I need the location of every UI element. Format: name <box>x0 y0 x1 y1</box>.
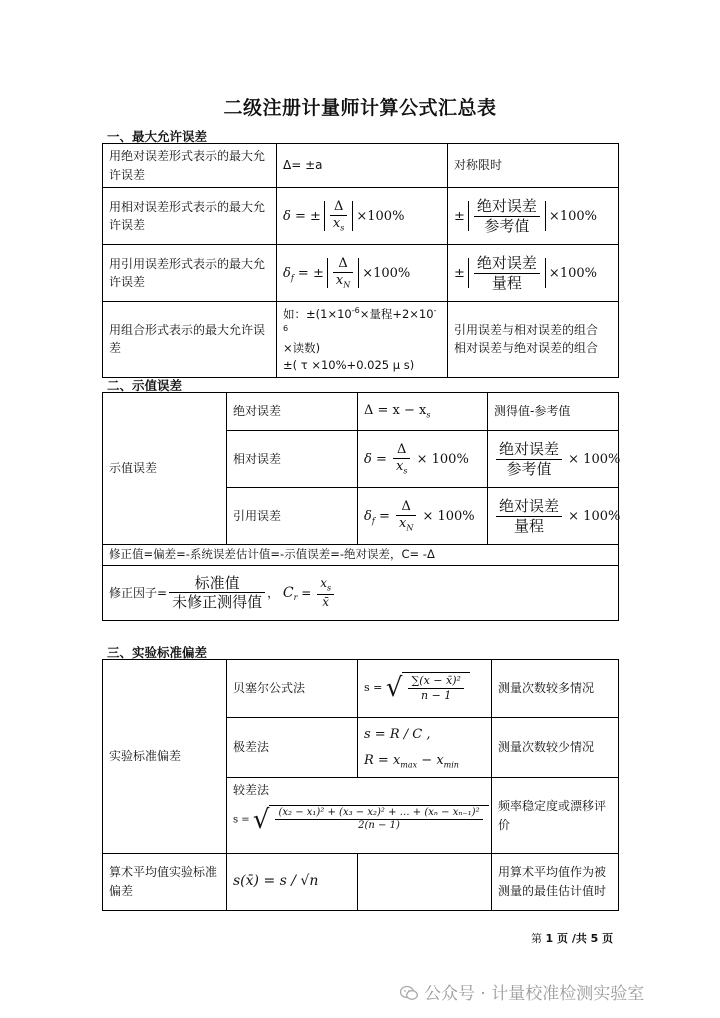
table-max-permissible-error <box>102 143 619 378</box>
group-label: 示值误差 <box>103 393 227 545</box>
correction-value-row: 修正值=偏差=-系统误差估计值=-示值误差=-绝对误差，C= -Δ <box>103 545 619 566</box>
table-row <box>103 302 619 377</box>
row-label: 用组合形式表示的最大允许误差 <box>103 302 277 377</box>
note: 用算术平均值作为被测量的最佳估计值时 <box>492 854 619 911</box>
note: 引用误差与相对误差的组合 相对误差与绝对误差的组合 <box>448 302 619 377</box>
table-row <box>103 565 619 620</box>
formula: $\delta_f$ = ± $\frac{\Delta}{x_N}$ ×100% <box>277 245 448 302</box>
section-heading-max-permissible-error: 一、最大允许误差 <box>107 129 208 144</box>
formula: s = √ $\frac{\text{∑(x − x̄)²}}{n - 1}$ <box>358 660 492 718</box>
formula: δ = ± $\frac{\Delta}{x_s}$ ×100% <box>277 188 448 245</box>
note: 测量次数较少情况 <box>492 718 619 778</box>
row-label: 引用误差 <box>227 488 358 545</box>
note: 对称限时 <box>448 144 619 188</box>
formula: δ = $\frac{\Delta}{x_s}$ × 100% <box>358 431 488 488</box>
table-row <box>103 660 619 718</box>
note-formula: $\frac{\text{绝对误差}}{\text{参考值}}$ × 100% <box>488 431 619 488</box>
table-row <box>103 854 619 911</box>
note: 测得值-参考值 <box>488 393 619 431</box>
table-row <box>103 393 619 431</box>
row-label: 极差法 <box>227 718 358 778</box>
row-label: 相对误差 <box>227 431 358 488</box>
table-experimental-std-dev <box>102 659 619 911</box>
row-label: 用引用误差形式表示的最大允许误差 <box>103 245 277 302</box>
table-row <box>103 188 619 245</box>
watermark: 公众号 · 计量校准检测实验室 <box>400 979 644 1004</box>
section-heading-indication-error: 二、示值误差 <box>107 378 183 393</box>
row-label: 绝对误差 <box>227 393 358 431</box>
table-row <box>103 545 619 566</box>
formula: s(x̄) = s / √n <box>227 854 358 911</box>
section-heading-experimental-std-dev: 三、实验标准偏差 <box>107 645 208 660</box>
table-row <box>103 245 619 302</box>
table-indication-error <box>102 392 619 621</box>
note-formula: ± $\frac{\text{绝对误差}}{\text{参考值}}$ ×100% <box>448 188 619 245</box>
group-label: 实验标准偏差 <box>103 660 227 854</box>
formula: $\Delta = x - x_s$ <box>358 393 488 431</box>
difference-method-cell: 较差法 s = √ $\frac{\text{(x₂ − x₁)² + (x₃ − x₂)² + … + (xₙ − xₙ₋₁)²}}{2(n - 1)}$ <box>227 778 492 854</box>
row-label: 算术平均值实验标准偏差 <box>103 854 227 911</box>
note: 测量次数较多情况 <box>492 660 619 718</box>
formula: Δ= ±a <box>277 144 448 188</box>
note: 频率稳定度或漂移评价 <box>492 778 619 854</box>
correction-factor-row: 修正因子= $\frac{\text{标准值}}{\text{未修正测得值}}$ ， $C_r$ = $\frac{x_s}{x̄}$ <box>103 565 619 620</box>
formula: $\delta_f$ = $\frac{\Delta}{x_N}$ × 100% <box>358 488 488 545</box>
row-label: 用相对误差形式表示的最大允许误差 <box>103 188 277 245</box>
page-title: 二级注册计量师计算公式汇总表 <box>223 97 497 119</box>
wechat-icon <box>400 985 418 1001</box>
table-row <box>103 144 619 188</box>
page-footer: 第 1 页 /共 5 页 <box>531 932 614 945</box>
row-label: 较差法 <box>233 783 270 797</box>
note-formula: $\frac{\text{绝对误差}}{\text{量程}}$ × 100% <box>488 488 619 545</box>
formula: s = R / C , $R = x_{max} - x_{min}$ <box>358 718 492 778</box>
note-formula: ± $\frac{\text{绝对误差}}{\text{量程}}$ ×100% <box>448 245 619 302</box>
row-label: 贝塞尔公式法 <box>227 660 358 718</box>
empty-cell <box>358 854 492 911</box>
row-label: 用绝对误差形式表示的最大允许误差 <box>103 144 277 188</box>
formula: 如：$\pm(1\times 10^{-6}\times$量程$+2\times 10^{-6}$ ×读数) ±( τ ×10%+0.025 μ s) <box>277 302 448 377</box>
